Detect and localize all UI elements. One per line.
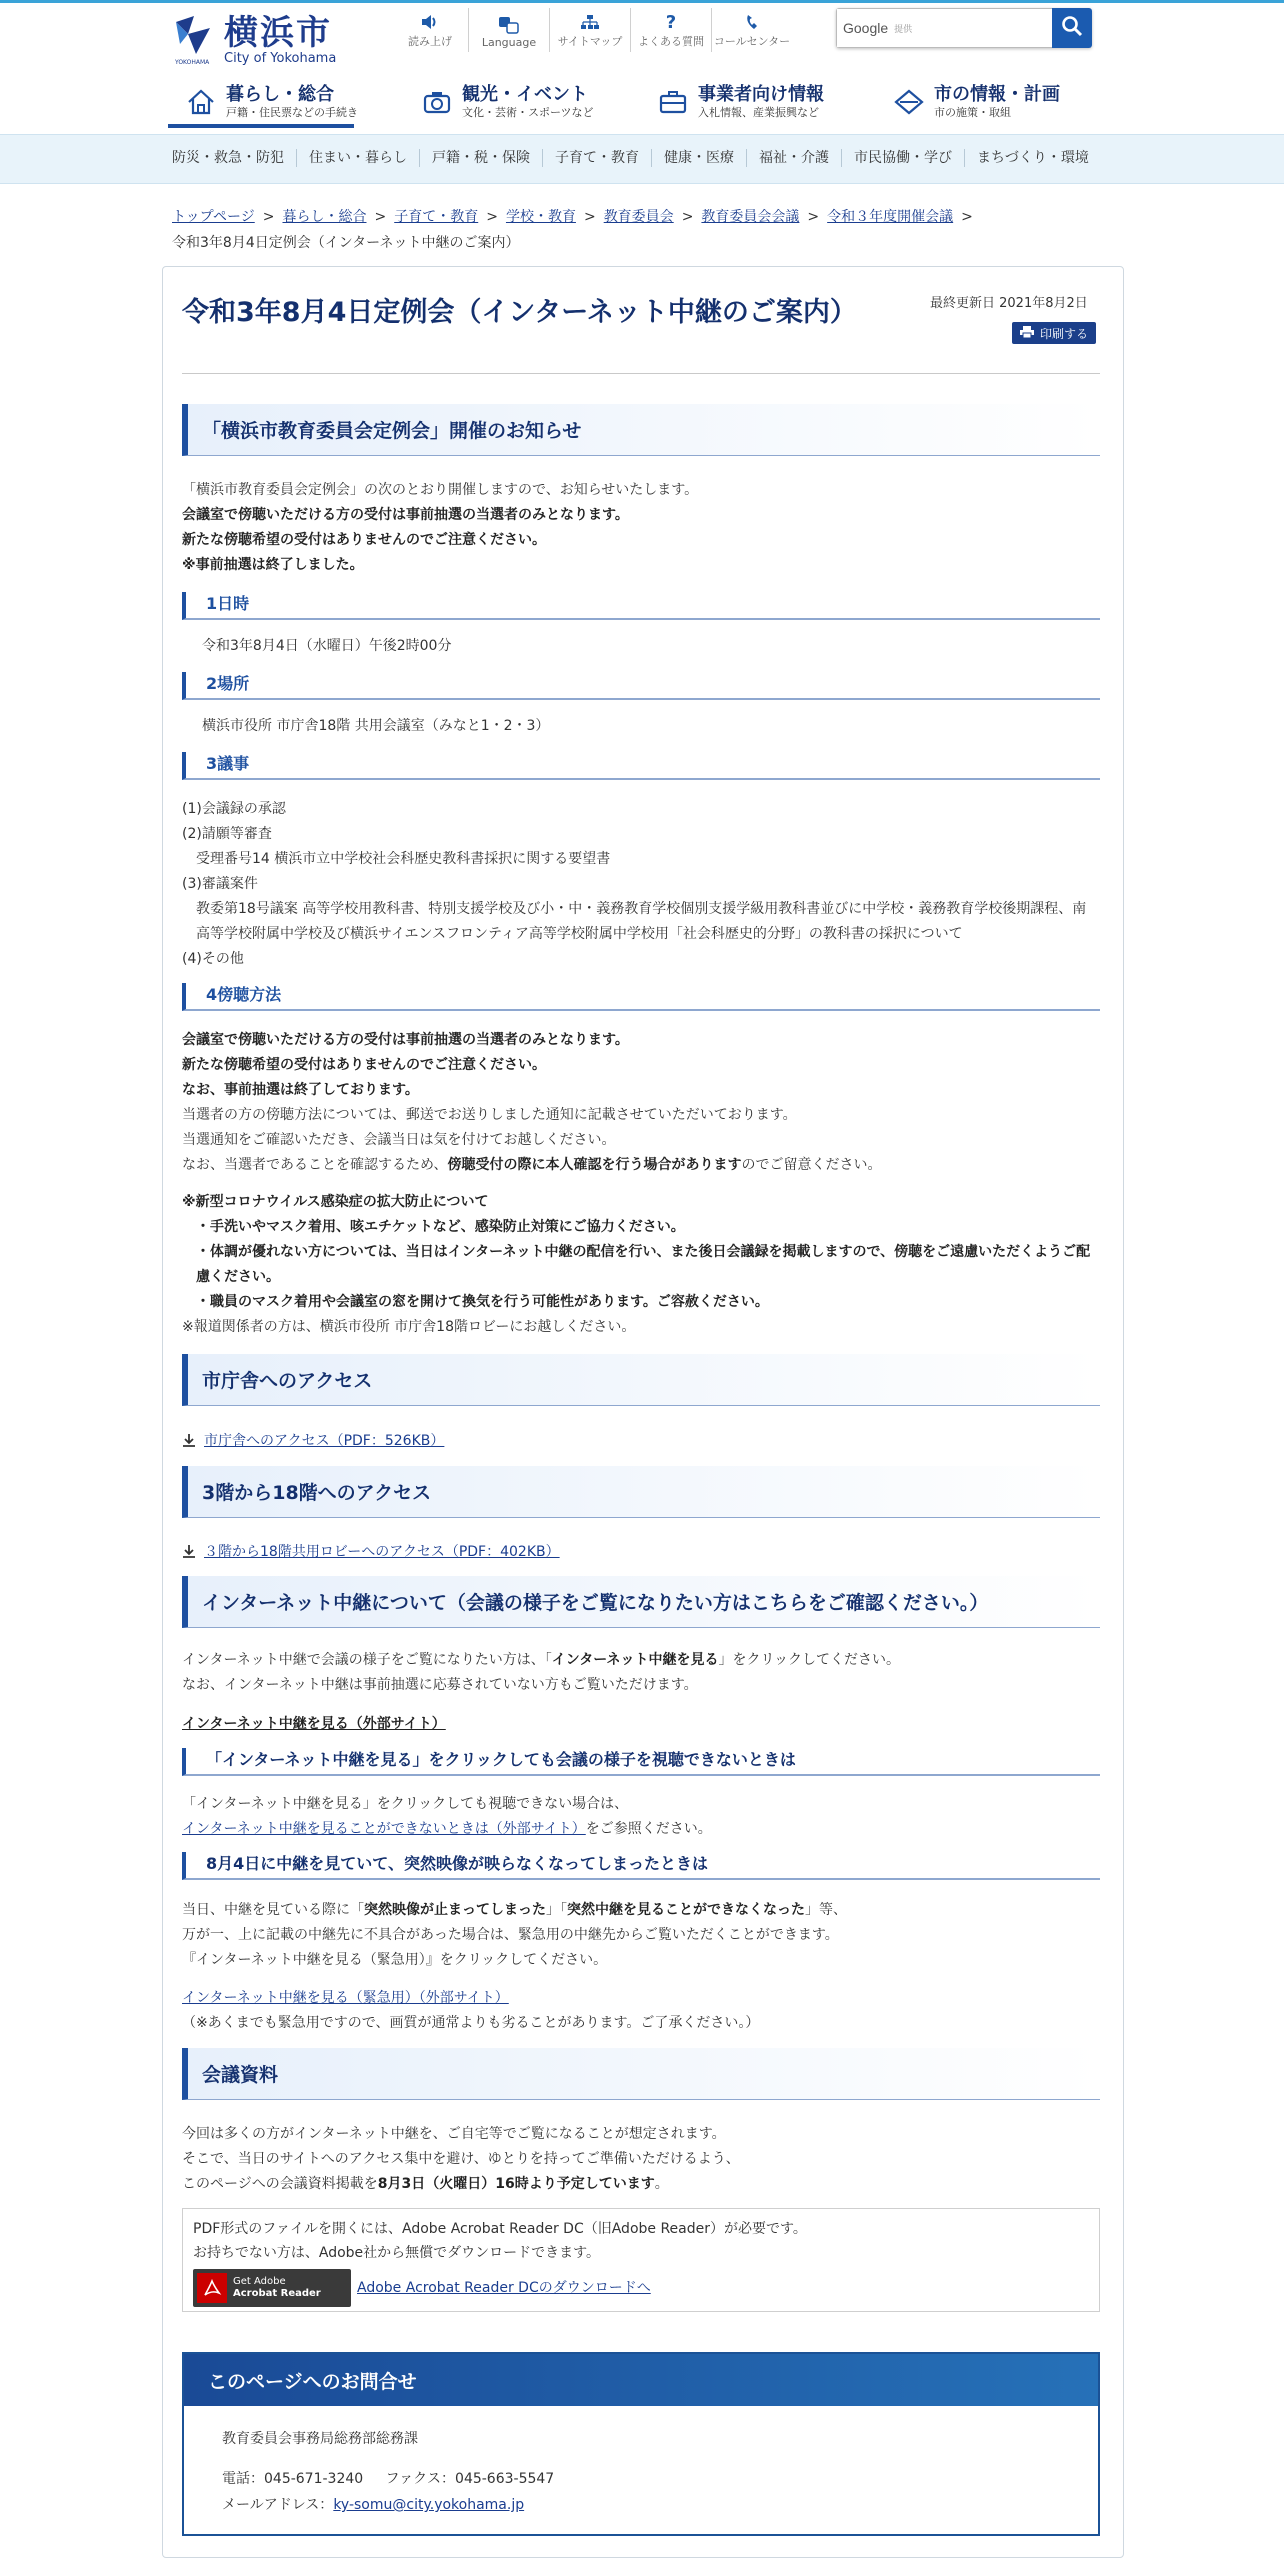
badge-line: Acrobat Reader [233,2288,321,2299]
breadcrumb-link[interactable]: 令和３年度開催会議 [827,209,954,225]
floor-pdf-link[interactable]: ３階から18階共用ロビーへのアクセス（PDF：402KB） [204,1544,560,1560]
search-brand: Google [843,20,889,36]
breadcrumb: トップページ > 暮らし・総合 > 子育て・教育 > 学校・教育 > 教育委員会 > 教育委員会会議 > 令和３年度開催会議 > 令和3年8月4日定例会（インターネット中継のご案内） [172,209,973,251]
util-language[interactable] [468,8,549,52]
camera-icon [422,87,452,117]
subnav-item[interactable]: 防災・救急・防犯 [172,150,284,166]
contact-mail-label: メールアドレス： [222,2497,334,2513]
house-icon [186,87,216,117]
access-pdf-link[interactable]: 市庁舎へのアクセス（PDF：526KB） [204,1433,445,1449]
top-accent-line [0,0,1284,3]
search-input[interactable] [836,8,1052,48]
logo-kanji: 横浜市 [224,13,332,53]
method-line: 新たな傍聴希望の受付はありませんのでご注意ください。 [182,1057,546,1073]
internet-watch-link[interactable]: インターネット中継を見る（外部サイト） [182,1716,446,1732]
breadcrumb-link[interactable]: 子育て・教育 [394,209,479,225]
internet-link-row [182,1712,1100,1737]
search-icon [1061,15,1083,41]
emergency-link[interactable]: インターネット中継を見る（緊急用）（外部サイト） [182,1990,509,2006]
materials-part: 8月3日（火曜日）16時より予定しています [377,2176,655,2192]
method-line [182,1153,1100,1178]
util-faq[interactable] [630,8,711,52]
util-label: サイトマップ [557,35,623,48]
title-divider [182,373,1100,374]
last-updated: 最終更新日 2021年8月2日 [930,296,1088,311]
heading-cannot-view: 「インターネット中継を見る」をクリックしても会議の様子を視聴できないときは [182,1748,1100,1776]
covid-text [182,1190,1100,1340]
covid-line: ・体調が優れない方については、当日はインターネット中継の配信を行い、また後日会議録を掲載しますので、傍聴をご遠慮いただくようご配慮ください。 [196,1244,1091,1285]
place-text [182,714,1100,739]
contact-dept: 教育委員会事務局総務部総務課 [222,2431,418,2447]
cannot-view-line: 「インターネット中継を見る」をクリックしても視聴できない場合は、 [182,1796,629,1812]
logo-english: City of Yokohama [224,51,337,66]
internet-intro [182,1648,1100,1698]
covid-line: ・手洗いやマスク着用、咳エチケットなど、感染防止対策にご協力ください。 [196,1219,685,1235]
language-icon [498,14,520,36]
agenda-line: (3)審議案件 [182,876,258,892]
covid-line: ※報道関係者の方は、横浜市役所 市庁舎18階ロビーにお越しください。 [182,1319,636,1335]
download-link-floor[interactable] [182,1541,560,1561]
yokohama-emblem-icon [172,14,214,68]
gnav-business[interactable] [640,78,876,126]
search-sub: 提供 [894,24,913,35]
agenda-line: 教委第18号議案 高等学校用教科書、特別支援学校及び小・中・義務教育学校個別支援学級用教科書並びに中学校・義務教育学校後期課程、南高等学校附属中学校及び横浜サイエンスフロンティア高等学校附属中学校用「社会科歴史的分野」の教科書の採択について [196,901,1087,942]
stopped-part: 当日、中継を見ている際に「 [182,1902,364,1918]
gnav-title: 観光・イベント [462,84,588,105]
notice-line: 「横浜市教育委員会定例会」の次のとおり開催しますので、お知らせいたします。 [182,482,699,498]
util-read-aloud[interactable] [392,8,468,52]
breadcrumb-link[interactable]: 学校・教育 [505,209,576,225]
gnav-living[interactable] [168,78,404,126]
contact-tel: 電話：045-671-3240 [222,2471,364,2487]
stopped-part: 突然映像が止まってしまった [364,1902,546,1918]
site-search [836,8,1092,48]
subnav-item[interactable]: まちづくり・環境 [964,149,1101,167]
stopped-part: 突然中継を見ることができなくなった [567,1902,805,1918]
subnav-item[interactable]: 住まい・暮らし [296,149,419,167]
util-sitemap[interactable] [549,8,630,52]
cannot-view-link[interactable]: インターネット中継を見ることができないときは（外部サイト） [182,1821,586,1837]
covid-line: ・職員のマスク着用や会議室の窓を開けて換気を行う可能性があります。ご容赦ください。 [196,1294,769,1310]
gnav-title: 市の情報・計画 [934,84,1060,105]
emergency-block [182,1986,1100,2036]
util-label: 読み上げ [408,35,452,48]
agenda-list [182,797,1100,972]
acrobat-download-link[interactable]: Adobe Acrobat Reader DCのダウンロードへ [357,2280,651,2296]
materials-line: そこで、当日のサイトへのアクセス集中を避け、ゆとりを持ってご準備いただけるよう、 [182,2151,740,2167]
printer-icon [1020,326,1034,341]
gnav-sub: 入札情報、産業振興など [698,106,819,119]
heading-method: 4傍聴方法 [182,983,1100,1011]
method-text [182,1028,1100,1178]
util-label: Language [481,36,537,49]
breadcrumb-link[interactable]: 暮らし・総合 [282,209,367,225]
materials-part: 。 [654,2176,669,2192]
search-button[interactable] [1052,8,1092,48]
get-acrobat-badge[interactable] [193,2269,351,2307]
method-line: 当選通知をご確認いただき、会議当日は気を付けてお越しください。 [182,1132,616,1148]
method-part: 傍聴受付の際に本人確認を行う場合があります [447,1157,742,1173]
section-heading-access: 市庁舎へのアクセス [182,1354,1100,1406]
notice-line: ※事前抽選は終了しました。 [182,557,364,573]
question-icon: ? [665,11,677,33]
stopped-part: 」等、 [805,1902,847,1918]
heading-date: 1日時 [182,592,1100,620]
breadcrumb-current: 令和3年8月4日定例会（インターネット中継のご案内） [172,235,520,251]
speaker-icon [420,11,440,33]
emergency-note: （※あくまでも緊急用ですので、画質が通常よりも劣ることがあります。ご了承ください。） [182,2015,760,2031]
materials-text [182,2122,1100,2197]
agenda-line: (2)請願等審査 [182,826,272,842]
print-button[interactable] [1012,322,1096,344]
sitemap-icon [580,11,600,33]
breadcrumb-link[interactable]: トップページ [172,209,255,225]
global-nav [168,78,1112,126]
gnav-sub: 戸籍・住民票などの手続き [226,106,358,119]
intro-part: 」をクリックしてください。 [718,1652,900,1668]
diamond-icon [894,87,924,117]
intro-part: インターネット中継で会議の様子をご覧になりたい方は、「 [182,1652,552,1668]
heading-agenda: 3議事 [182,752,1100,780]
cannot-view-tail: をご参照ください。 [585,1821,712,1837]
gnav-sub: 文化・芸術・スポーツなど [462,106,594,119]
section-heading-floor-access: 3階から18階へのアクセス [182,1466,1100,1518]
materials-line: 今回は多くの方がインターネット中継を、ご自宅等でご覧になることが想定されます。 [182,2126,726,2142]
date-text [182,634,1100,659]
notice-text [182,478,1100,578]
gnav-title: 暮らし・総合 [226,84,334,105]
contact-mail-link[interactable]: ky-somu@city.yokohama.jp [333,2497,525,2513]
notice-line: 新たな傍聴希望の受付はありませんのでご注意ください。 [182,532,546,548]
contact-box [182,2352,1100,2536]
covid-line: ※新型コロナウイルス感染症の拡大防止について [182,1194,489,1210]
materials-part: このページへの会議資料掲載を [182,2176,378,2192]
heading-place: 2場所 [182,672,1100,700]
section-heading-materials: 会議資料 [182,2048,1100,2100]
briefcase-icon [658,87,688,117]
acrobat-line: お持ちでない方は、Adobe社から無償でダウンロードできます。 [193,2245,601,2261]
stopped-line: 万が一、上に記載の中継先に不具合があった場合は、緊急用の中継先からご覧いただくことができます。 [182,1927,839,1943]
contact-heading: このページへのお問合せ [184,2354,1098,2406]
gnav-title: 事業者向け情報 [698,84,824,105]
method-part: のでご留意ください。 [741,1157,882,1173]
gnav-sub: 市の施策・取組 [934,106,1011,119]
gnav-tourism[interactable] [404,78,640,126]
contact-fax: ファクス：045-663-5547 [385,2471,555,2487]
phone-icon [744,11,760,33]
stopped-text [182,1898,1100,1973]
cannot-view-text [182,1792,1100,1842]
section-heading-notice: 「横浜市教育委員会定例会」開催のお知らせ [182,404,1100,456]
category-nav [168,134,1101,182]
download-icon [182,1544,196,1558]
print-label: 印刷する [1039,326,1088,341]
section-heading-internet: インターネット中継について（会議の様子をご覧になりたい方はこちらをご確認ください。） [182,1576,1100,1628]
utility-nav [392,8,792,52]
subnav-item[interactable]: 市民協働・学び [841,149,964,167]
method-line: 当選者の方の傍聴方法については、郵送でお送りしました通知に記載させていただいております。 [182,1107,797,1123]
breadcrumb-link[interactable]: 教育委員会 [603,209,674,225]
method-part: なお、当選者であることを確認するため、 [182,1157,448,1173]
gnav-city-info[interactable] [876,78,1112,126]
agenda-line: (1)会議録の承認 [182,801,286,817]
badge-line: Get Adobe [233,2276,286,2287]
intro-part: インターネット中継を見る [551,1652,719,1668]
util-call-center[interactable] [711,8,792,52]
notice-line: 会議室で傍聴いただける方の受付は事前抽選の当選者のみとなります。 [182,507,629,523]
download-icon [182,1433,196,1447]
agenda-line: 受理番号14 横浜市立中学校社会科歴史教科書採択に関する要望書 [196,851,611,867]
agenda-line: (4)その他 [182,951,244,967]
acrobat-notice [182,2208,1100,2312]
download-link-access[interactable] [182,1430,444,1450]
stopped-line: 『インターネット中継を見る（緊急用）』をクリックしてください。 [182,1952,608,1968]
util-label: よくある質問 [638,35,704,48]
place-value: 横浜市役所 市庁舎18階 共用会議室（みなと1・2・3） [202,718,550,734]
breadcrumb-link[interactable]: 教育委員会会議 [701,209,800,225]
method-line: なお、事前抽選は終了しております。 [182,1082,419,1098]
site-logo[interactable] [172,12,336,70]
subnav-item[interactable]: 健康・医療 [651,149,746,167]
acrobat-line: PDF形式のファイルを開くには、Adobe Acrobat Reader DC（旧Adobe Reader）が必要です。 [193,2221,807,2237]
acrobat-pdf-icon [197,2273,227,2303]
stopped-part: 」「 [546,1902,567,1918]
subnav-item[interactable]: 子育て・教育 [542,149,651,167]
page-title: 令和3年8月4日定例会（インターネット中継のご案内） [182,297,857,328]
date-value: 令和3年8月4日（水曜日）午後2時00分 [202,638,452,654]
svg-text:YOKOHAMA: YOKOHAMA [175,59,210,66]
subnav-item[interactable]: 戸籍・税・保険 [419,149,542,167]
intro-line: なお、インターネット中継は事前抽選に応募されていない方もご覧いただけます。 [182,1677,698,1693]
heading-stopped: 8月4日に中継を見ていて、突然映像が映らなくなってしまったときは [182,1852,1100,1880]
method-line: 会議室で傍聴いただける方の受付は事前抽選の当選者のみとなります。 [182,1032,629,1048]
util-label: コールセンター [713,35,791,48]
subnav-item[interactable]: 福祉・介護 [746,149,841,167]
